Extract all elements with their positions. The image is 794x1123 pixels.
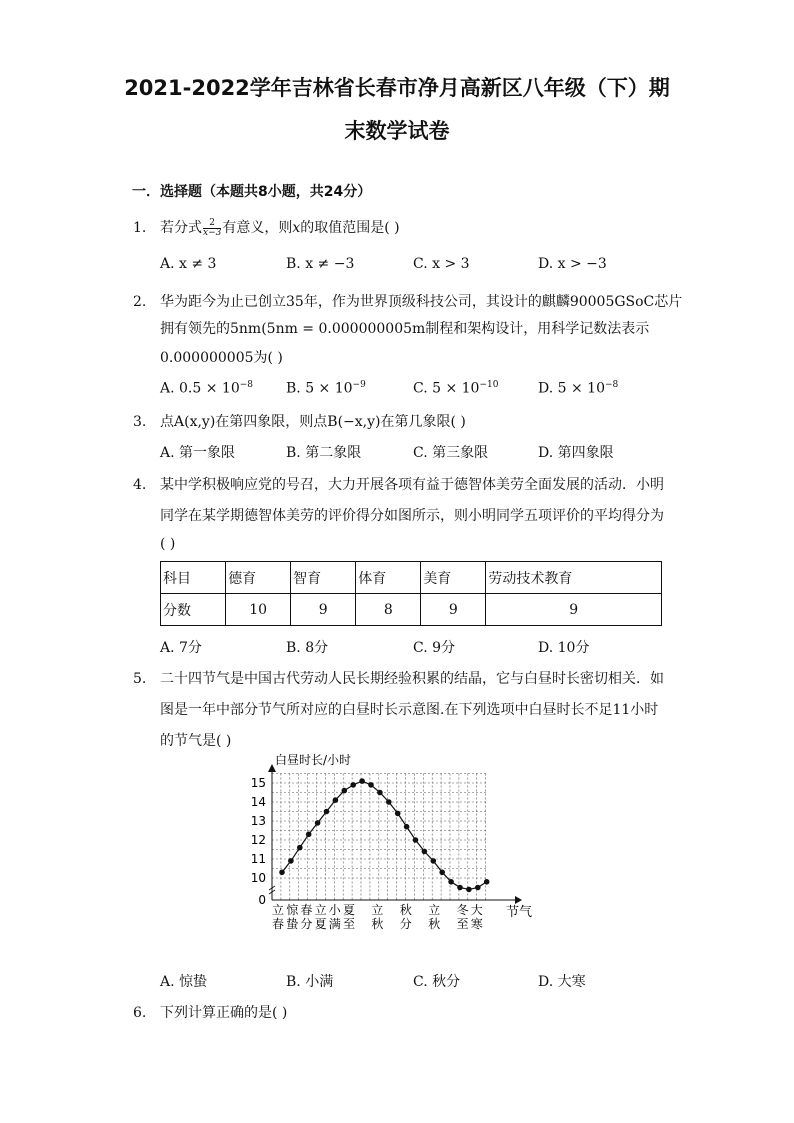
q2-option-c[interactable]	[413, 380, 498, 397]
data-points	[279, 778, 489, 892]
x-tick-label: 秋	[428, 917, 441, 931]
data-point	[350, 782, 356, 788]
x-tick-label: 秋	[399, 903, 412, 917]
title-line-1: 2021-2022学年吉林省长春市净月高新区八年级（下）期	[124, 76, 670, 100]
q2-option-c-exp: −10	[479, 380, 499, 390]
data-point	[359, 778, 365, 784]
table-cell: 9	[421, 594, 486, 626]
q4-line-1: 某中学积极响应党的号召，大力开展各项有益于德智体美劳全面发展的活动．小明	[160, 477, 664, 493]
q4-option-d[interactable]: D. 10分	[538, 640, 590, 656]
q1-number: 1.	[133, 220, 147, 236]
data-point	[484, 879, 490, 885]
table-cell: 9	[486, 594, 662, 626]
data-point	[324, 809, 330, 815]
y-tick-label: 15	[250, 776, 266, 790]
q3-number: 3.	[133, 414, 147, 430]
score-table	[160, 561, 662, 626]
q3-option-a[interactable]: A. 第一象限	[160, 445, 236, 461]
q4-number: 4.	[133, 477, 147, 493]
data-point	[297, 845, 303, 851]
data-point	[475, 885, 481, 891]
q6-stem: 下列计算正确的是( )	[160, 1005, 288, 1021]
q1-post: 的取值范围是( )	[300, 220, 400, 236]
x-tick-label: 立	[428, 903, 441, 917]
q6-number: 6.	[133, 1005, 147, 1021]
x-tick-label: 春	[271, 917, 285, 931]
data-point	[306, 832, 312, 838]
table-cell: 8	[356, 594, 421, 626]
q3-option-b[interactable]: B. 第二象限	[286, 445, 362, 461]
x-tick-label: 春	[300, 903, 313, 917]
table-cell: 美育	[421, 562, 486, 594]
y-tick-labels	[251, 776, 266, 907]
data-point	[342, 788, 348, 794]
q2-option-b-exp: −9	[352, 380, 366, 390]
title-line-2: 末数学试卷	[344, 119, 450, 143]
table-cell: 科目	[161, 562, 226, 594]
table-row	[161, 594, 662, 626]
q1-var: x	[292, 220, 301, 236]
y-tick-label: 13	[250, 814, 266, 828]
data-point	[422, 849, 428, 855]
q2-option-b[interactable]	[286, 380, 366, 397]
q2-option-a-base: A. 0.5 × 10	[160, 380, 240, 397]
q3-option-d[interactable]: D. 第四象限	[538, 445, 614, 461]
q2-option-d[interactable]	[538, 380, 618, 397]
q2-line-2: 拥有领先的5nm(5nm = 0.000000005m制程和架构设计，用科学记数法表示	[160, 321, 650, 337]
data-point	[439, 870, 445, 876]
q2-option-d-base: D. 5 × 10	[538, 380, 605, 397]
q1-stem	[160, 217, 400, 238]
y-tick-label: 11	[250, 852, 266, 866]
q1-mid: 有意义，则	[222, 220, 293, 236]
x-tick-label: 立	[271, 903, 285, 917]
y-tick-label: 0	[258, 893, 266, 907]
data-point	[377, 790, 383, 796]
x-tick-label: 小	[328, 903, 341, 917]
q2-option-d-exp: −8	[604, 380, 619, 390]
y-axis-label: 白昼时长/小时	[275, 753, 352, 767]
data-point	[448, 879, 454, 885]
table-cell: 德育	[226, 562, 291, 594]
x-axis-label: 节气	[506, 905, 533, 920]
q5-option-b[interactable]: B. 小满	[286, 974, 334, 990]
data-point	[386, 799, 392, 805]
q1-frac-den: x−3	[203, 227, 222, 238]
q2-option-c-base: C. 5 × 10	[413, 380, 480, 397]
data-point	[395, 811, 401, 817]
q5-option-d[interactable]: D. 大寒	[538, 974, 586, 990]
x-tick-label: 夏	[342, 903, 356, 917]
q3-stem: 点A(x,y)在第四象限，则点B(−x,y)在第几象限( )	[160, 414, 466, 430]
x-tick-label: 立	[314, 903, 327, 917]
q1-pre: 若分式	[160, 220, 202, 236]
y-tick-label: 10	[250, 871, 266, 885]
q1-option-b[interactable]: B. x ≠ −3	[286, 256, 355, 272]
q3-option-c[interactable]: C. 第三象限	[413, 445, 489, 461]
q4-line-3: ( )	[160, 536, 176, 552]
x-tick-label: 寒	[470, 917, 483, 931]
q5-option-a[interactable]: A. 惊蛰	[160, 974, 208, 990]
section-heading: 一．选择题（本题共8小题，共24分）	[132, 184, 372, 200]
y-tick-label: 14	[250, 795, 266, 809]
q1-frac-num: 2	[203, 219, 221, 229]
data-point	[413, 837, 419, 843]
x-axis-arrow	[515, 896, 522, 904]
data-point	[431, 858, 437, 864]
x-tick-label: 秋	[371, 917, 384, 931]
data-point	[368, 782, 374, 788]
x-tick-label: 分	[300, 917, 313, 931]
q4-option-a[interactable]: A. 7分	[160, 640, 202, 656]
data-point	[279, 870, 285, 876]
q2-number: 2.	[133, 294, 147, 310]
x-tick-label: 冬	[456, 903, 469, 917]
q5-line-1: 二十四节气是中国古代劳动人民长期经验积累的结晶，它与白昼时长密切相关．如	[160, 671, 664, 687]
q1-fraction	[203, 219, 221, 238]
q5-line-3: 的节气是( )	[160, 733, 232, 749]
table-cell: 10	[226, 594, 291, 626]
table-row	[161, 562, 662, 594]
q1-option-c[interactable]: C. x > 3	[413, 256, 470, 272]
q5-option-c[interactable]: C. 秋分	[413, 974, 461, 990]
x-tick-label: 满	[328, 917, 341, 931]
data-point	[333, 797, 339, 803]
q4-option-c[interactable]: C. 9分	[413, 640, 456, 656]
x-tick-label: 惊	[286, 903, 299, 917]
x-tick-label: 分	[399, 917, 412, 931]
q2-line-1: 华为距今为止已创立35年，作为世界顶级科技公司，其设计的麒麟90005GSoC芯片	[160, 294, 683, 310]
q2-option-a[interactable]	[160, 380, 253, 397]
x-tick-label: 蛰	[286, 917, 299, 931]
q4-option-b[interactable]: B. 8分	[286, 640, 329, 656]
q2-option-b-base: B. 5 × 10	[286, 380, 353, 397]
data-point	[288, 858, 294, 864]
x-tick-label: 至	[456, 917, 469, 931]
y-tick-label: 12	[250, 833, 266, 847]
x-tick-label: 大	[470, 903, 483, 917]
x-tick-label: 立	[371, 903, 384, 917]
q5-number: 5.	[133, 671, 147, 687]
data-point	[315, 820, 321, 826]
x-tick-labels	[272, 902, 483, 931]
x-tick-label: 夏	[314, 917, 327, 931]
data-point	[466, 887, 472, 893]
q2-line-3: 0.000000005为( )	[160, 350, 283, 366]
table-cell: 智育	[291, 562, 356, 594]
x-tick-label: 至	[342, 917, 356, 931]
q1-option-d[interactable]: D. x > −3	[538, 256, 607, 272]
q4-line-2: 同学在某学期德智体美劳的评价得分如图所示，则小明同学五项评价的平均得分为	[160, 508, 664, 524]
data-point	[457, 885, 463, 891]
series-line	[282, 781, 487, 889]
table-cell: 9	[291, 594, 356, 626]
q1-option-a[interactable]: A. x ≠ 3	[160, 256, 217, 272]
table-cell: 分数	[161, 594, 226, 626]
table-cell: 体育	[356, 562, 421, 594]
table-cell: 劳动技术教育	[486, 562, 662, 594]
q5-line-2: 图是一年中部分节气所对应的白昼时长示意图.在下列选项中白昼时长不足11小时	[160, 702, 659, 718]
data-point	[404, 824, 410, 830]
q2-option-a-exp: −8	[239, 380, 254, 390]
daylight-chart	[240, 750, 550, 940]
